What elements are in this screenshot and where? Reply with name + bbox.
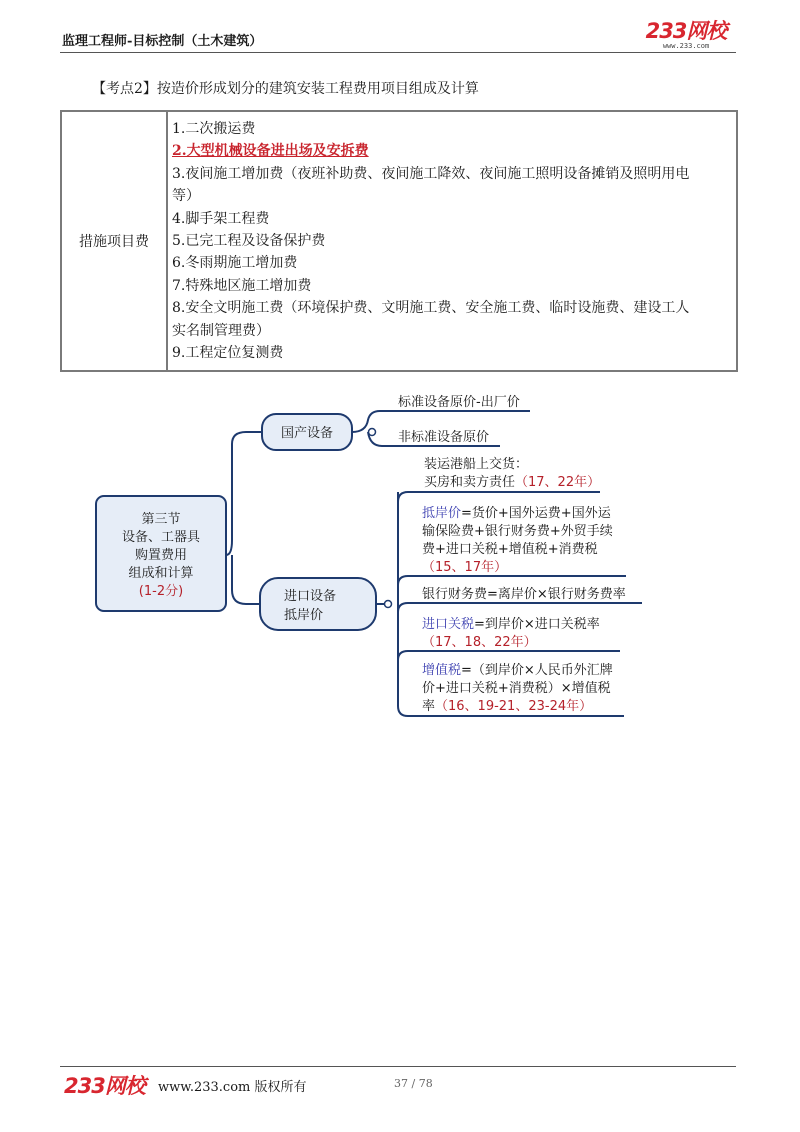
page-number: 37 / 78 (394, 1077, 433, 1090)
logo-text: 233网校 (645, 19, 727, 43)
list-item: 7.特殊地区施工增加费 (172, 277, 312, 294)
fob-line2-group (424, 474, 600, 490)
landed-line2: 输保险费+银行财务费+外贸手续 (422, 524, 613, 539)
domestic-leaf1: 标准设备原价-出厂价 (398, 395, 520, 410)
vat-years: （16、19-21、23-24年） (435, 699, 593, 714)
import-label-line1: 进口设备 (284, 589, 337, 604)
connector-bank (398, 603, 642, 612)
connector-import (232, 555, 260, 604)
root-score: (1-2分) (138, 584, 184, 599)
fob-line1: 装运港船上交货： (424, 457, 529, 472)
footer-divider (60, 1066, 736, 1067)
domestic-label: 国产设备 (280, 426, 334, 441)
root-line1: 第三节 (141, 512, 181, 527)
footer-copyright: www.233.com 版权所有 (158, 1080, 307, 1095)
duty-term: 进口关税 (422, 617, 475, 632)
root-line3: 购置费用 (134, 548, 188, 563)
duty-line-group (422, 616, 600, 632)
landed-term: 抵岸价 (422, 506, 462, 521)
list-item: 1.二次搬运费 (172, 121, 256, 137)
root-line2: 设备、工器具 (121, 530, 201, 545)
footer-logo: 233网校 (64, 1074, 145, 1098)
fob-line2: 买房和卖方责任 (424, 475, 516, 490)
root-line4: 组成和计算 (128, 566, 194, 581)
landed-years: （15、17年） (422, 560, 508, 575)
list-item: 9.工程定位复测费 (172, 345, 284, 362)
vat-line1-group (422, 662, 613, 678)
landed-line1-group (422, 505, 612, 521)
header-title: 监理工程师-目标控制（土木建筑） (62, 34, 263, 49)
branch-knob (385, 601, 392, 608)
vat-line1: =（到岸价×人民币外汇牌 (461, 663, 613, 678)
connector-fob (398, 492, 600, 502)
logo-url: www.233.com (662, 42, 710, 50)
landed-line1: =货价+国外运费+国外运 (461, 506, 611, 521)
fob-years: （17、22年） (515, 475, 601, 490)
list-item: 5.已完工程及设备保护费 (172, 233, 326, 250)
list-item: 4.脚手架工程费 (172, 210, 270, 227)
landed-line3: 费+进口关税+增值税+消费税 (422, 542, 598, 557)
vat-line3-group (422, 698, 592, 714)
duty-formula: =到岸价×进口关税率 (474, 617, 600, 632)
list-item: 6.冬雨期施工增加费 (172, 255, 298, 272)
connector-duty (398, 651, 620, 660)
duty-years: （17、18、22年） (422, 635, 537, 650)
bank-fee: 银行财务费=离岸价×银行财务费率 (422, 587, 626, 602)
list-item: 8.安全文明施工费（环境保护费、文明施工费、安全施工费、临时设施费、建设工人 (172, 300, 690, 317)
vat-line3: 率 (422, 699, 436, 714)
vat-line2: 价+进口关税+消费税）×增值税 (422, 681, 611, 696)
section-title: 【考点2】按造价形成划分的建筑安装工程费用项目组成及计算 (92, 81, 479, 97)
domestic-leaf2: 非标准设备原价 (398, 430, 490, 445)
list-item: 等） (172, 188, 200, 205)
list-item: 3.夜间施工增加费（夜班补助费、夜间施工降效、夜间施工照明设备摊销及照明用电 (172, 165, 690, 182)
connector-domestic-leaf1 (352, 411, 530, 432)
list-item: 实名制管理费） (172, 322, 270, 339)
import-label-line2: 抵岸价 (284, 608, 324, 623)
list-item-highlighted: 2.大型机械设备进出场及安拆费 (172, 143, 369, 160)
connector-landed (398, 576, 626, 585)
fee-category: 措施项目费 (61, 111, 167, 371)
branch-knob (369, 429, 376, 436)
vat-term: 增值税 (422, 663, 462, 678)
connector-domestic (226, 432, 262, 555)
